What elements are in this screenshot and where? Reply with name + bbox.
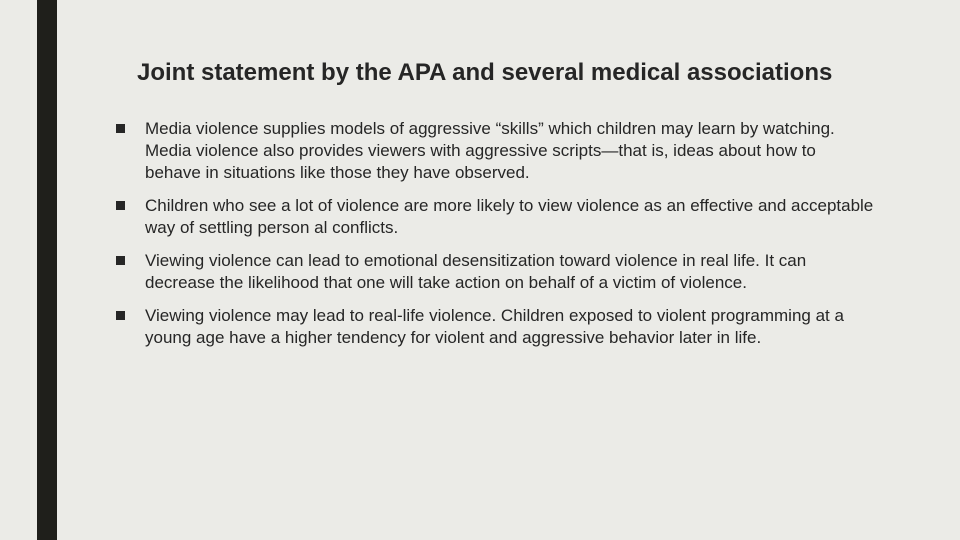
bullet-item: [116, 195, 876, 239]
square-bullet-icon: [116, 256, 125, 265]
bullet-text: Children who see a lot of violence are more likely to view violence as an effective and acceptable way of settling person al conflicts.: [145, 196, 874, 237]
bullet-text: Viewing violence may lead to real-life violence. Children exposed to violent programming at a young age have a higher tendency for violent and aggressive behavior later in life.: [145, 306, 844, 347]
square-bullet-icon: [116, 311, 125, 320]
slide-title: Joint statement by the APA and several medical associations: [137, 59, 833, 86]
bullet-item: [116, 250, 876, 294]
bullet-item: [116, 118, 876, 184]
bullet-text: Media violence supplies models of aggressive “skills” which children may learn by watching. Media violence also provides viewers with aggressive scripts—that is, ideas about how to behave in situations like those they have observed.: [145, 119, 835, 182]
square-bullet-icon: [116, 124, 125, 133]
bullet-list: [116, 118, 876, 360]
bullet-item: [116, 305, 876, 349]
accent-side-bar: [37, 0, 57, 540]
bullet-text: Viewing violence can lead to emotional desensitization toward violence in real life. It can decrease the likelihood that one will take action on behalf of a victim of violence.: [145, 251, 807, 292]
square-bullet-icon: [116, 201, 125, 210]
